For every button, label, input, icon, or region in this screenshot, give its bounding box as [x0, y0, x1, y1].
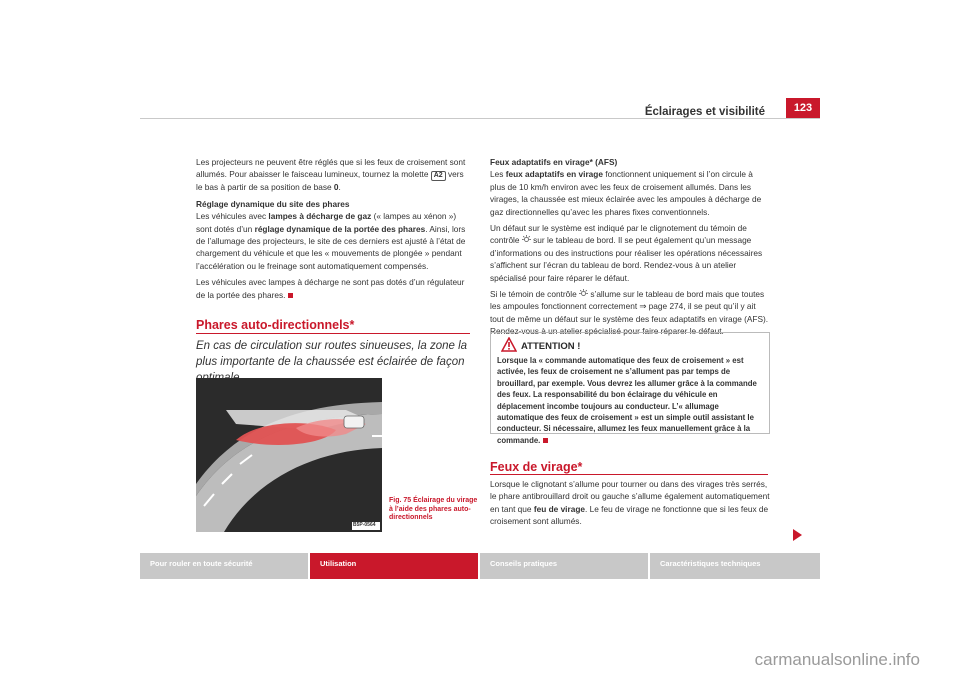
warning-triangle-icon: [501, 337, 517, 357]
attention-body: Lorsque la « commande automatique des feux de croisement » est activée, les feux de croisement ne s’allument pas par temps de brouillard, par exemple. Vous devrez les allumer grâce à la commande des feux. La responsabilité du bon éclairage du véhicule en déplacement incombe toujours au conducteur. L’« allumage automatique des feux de croisement » est un simple outil assistant le conducteur. Si nécessaire, allumez les feux manuellement grâce à la commande.: [497, 356, 757, 445]
page-title: Éclairages et visibilité: [644, 106, 765, 118]
paragraph: [196, 156, 472, 194]
warning-light-icon: [579, 289, 588, 298]
ref-badge-a2: A2: [431, 171, 446, 181]
attention-title: ATTENTION !: [521, 341, 581, 352]
next-page-arrow-icon[interactable]: [793, 529, 802, 541]
section-rule: [490, 474, 768, 475]
paragraph: Les véhicules avec lampes à décharge ne sont pas dotés d’un régulateur de la portée des phares.: [196, 277, 465, 300]
paragraph: Un défaut sur le système est indiqué par le clignotement du témoin de contrôle sur le tableau de bord. Il se peut également qu’un message d’informations ou des instructions pour réaliser les opérations nécessaires s’affichent sur l’écran du tableau de bord. Rendez-vous à un atelier spécialisé pour faire réparer le défaut.: [490, 223, 763, 283]
text: 0: [333, 182, 339, 193]
section-rule: [196, 333, 470, 334]
figure-illustration: [196, 378, 382, 532]
section-title-phares: Phares auto-directionnels*: [196, 318, 355, 332]
header-rule: [140, 118, 820, 119]
text: Les projecteurs ne peuvent être réglés que si les feux de croisement sont allumés. Pour abaisser le faisceau lumineux, tournez la molette: [196, 157, 466, 180]
footer-tab-caracteristiques[interactable]: Caractéristiques techniques: [650, 553, 820, 579]
paragraph: Lorsque le clignotant s’allume pour tourner ou dans des virages très serrés, le phare antibrouillard droit ou gauche s’allume également automatiquement en tant que feu de virage. Le feu de virage ne fonctionne que si les feux de croisement sont allumés.: [490, 479, 770, 527]
paragraph: Les feux adaptatifs en virage fonctionnent uniquement si l’on circule à plus de 10 km/h environ avec les feux de croisement allumés. Dans les virages, la chaussée est mieux éclairée avec les ampoules à décharge de gaz directionnelles qu’avec les phares fixes conventionnels.: [490, 169, 762, 217]
road-illustration: [196, 378, 382, 532]
paragraph: Les véhicules avec lampes à décharge de gaz (« lampes au xénon ») sont dotés d’un réglage dynamique de la portée des phares. Ainsi, lors de l’allumage des projecteurs, le site de ces derniers est ajusté à l’état de chargement du véhicule et que les « mouvements de plongée » pendant l’accélération ou le freinage sont automatiquement compensés.: [196, 211, 466, 271]
right-column: [490, 156, 770, 342]
page-number: 123: [786, 98, 820, 118]
figure-caption: Fig. 75 Éclairage du virage à l’aide des phares auto-directionnels: [389, 497, 478, 521]
text: vers le bas à partir de sa position de base: [196, 169, 464, 193]
end-mark-icon: [543, 438, 548, 443]
warning-light-icon: [522, 235, 531, 244]
text: .: [338, 182, 341, 193]
left-column: [196, 156, 472, 305]
section-title-feux-de-virage: Feux de virage*: [490, 460, 583, 474]
section-intro: En cas de circulation sur routes sinueuses, la zone la plus importante de la chaussée est éclairée de façon: [196, 340, 468, 368]
figure-code: B5P-0564: [353, 522, 376, 528]
footer-tab-utilisation[interactable]: Utilisation: [310, 553, 478, 579]
subheading: Réglage dynamique du site des phares: [196, 198, 350, 209]
end-mark-icon: [288, 293, 293, 298]
attention-box: [490, 332, 770, 445]
paragraph: Si le témoin de contrôle s’allume sur le tableau de bord mais que toutes les ampoules fonctionnent correctement ⇒ page 274, il se peut qu’il y ait tout de même un défaut sur le système des feux adaptatifs en virage (AFS). Rendez-vous à un atelier spécialisé pour faire réparer le défaut.: [490, 289, 769, 337]
footer-tab-securite[interactable]: Pour rouler en toute sécurité: [140, 553, 308, 579]
watermark: carmanualsonline.info: [754, 650, 920, 669]
subheading: Feux adaptatifs en virage* (AFS): [490, 157, 618, 167]
footer-tab-conseils[interactable]: Conseils pratiques: [480, 553, 648, 579]
